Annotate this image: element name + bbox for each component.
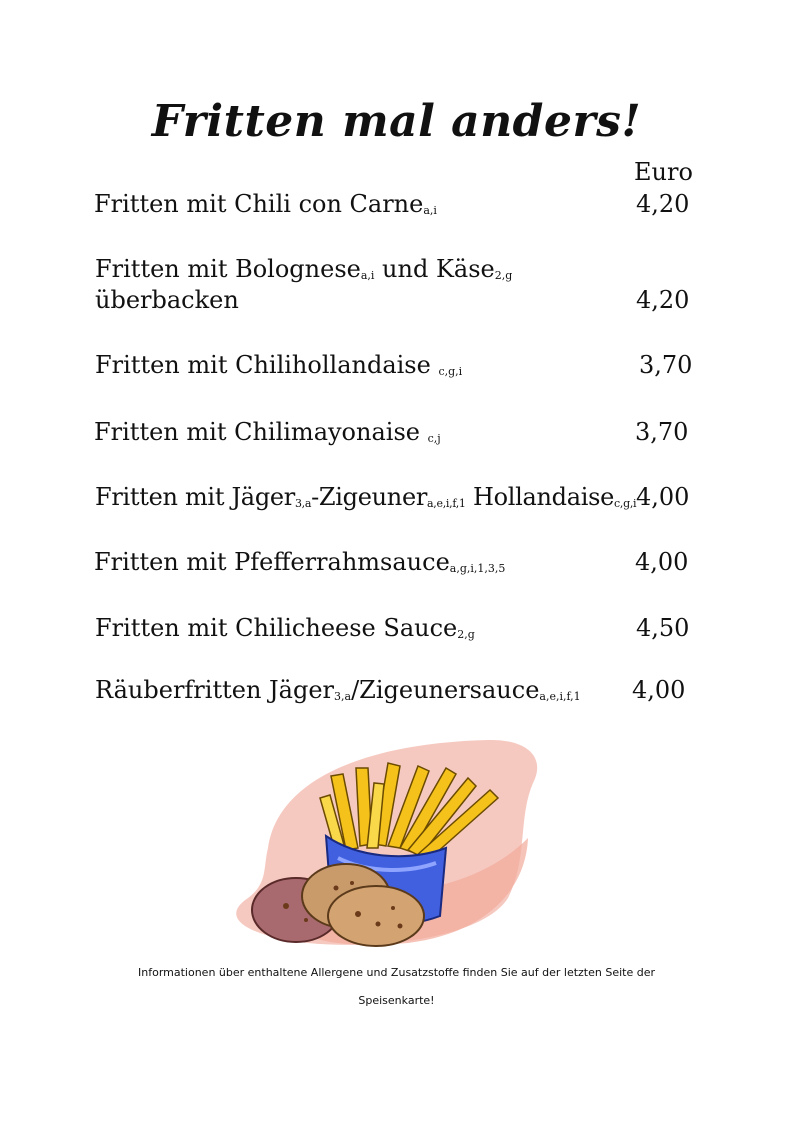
- menu-item-name-continued: überbacken: [95, 286, 239, 314]
- menu-item-price: 4,20: [636, 286, 690, 314]
- menu-item-price: 3,70: [635, 418, 689, 446]
- menu-item-name: Fritten mit Chilihollandaise c,g,i: [95, 351, 463, 379]
- menu-item-name: Fritten mit Pfefferrahmsaucea,g,i,1,3,5: [94, 548, 506, 576]
- allergen-codes: 2,g: [494, 269, 513, 282]
- allergen-codes: 3,a: [334, 690, 352, 703]
- menu-item-price: 4,00: [636, 483, 690, 511]
- currency-label: Euro: [634, 158, 693, 186]
- allergen-notice-continued: Speisenkarte!: [358, 994, 435, 1007]
- menu-item-name: Fritten mit Jäger3,a-Zigeunera,e,i,f,1 Hollandaisec,g,i: [95, 483, 637, 511]
- menu-item-price: 4,00: [635, 548, 689, 576]
- allergen-codes: c,g,i: [438, 365, 463, 378]
- menu-item-name: Fritten mit Chilicheese Sauce2,g: [95, 614, 475, 642]
- allergen-codes: c,g,i: [614, 497, 637, 510]
- allergen-codes: a,e,i,f,1: [539, 690, 581, 703]
- menu-item-name: Fritten mit Chilimayonaise c,j: [94, 418, 441, 446]
- menu-item-name: Räuberfritten Jäger3,a/Zigeunersaucea,e,i,f,1: [95, 676, 581, 704]
- menu-item-name: Fritten mit Chili con Carnea,i: [94, 190, 437, 218]
- allergen-codes: a,g,i,1,3,5: [449, 562, 506, 575]
- menu-item-price: 4,00: [632, 676, 686, 704]
- allergen-codes: 2,g: [457, 628, 475, 641]
- allergen-codes: a,e,i,f,1: [427, 497, 466, 510]
- menu-item-name: Fritten mit Bolognesea,i und Käse2,g: [95, 255, 513, 283]
- menu-item-price: 4,50: [636, 614, 690, 642]
- allergen-codes: 3,a: [294, 497, 312, 510]
- menu-item-price: 4,20: [636, 190, 690, 218]
- allergen-codes: a,i: [423, 204, 437, 217]
- allergen-codes: c,j: [427, 432, 441, 445]
- menu-item-price: 3,70: [639, 351, 693, 379]
- allergen-notice: Informationen über enthaltene Allergene und Zusatzstoffe finden Sie auf der letzten Seite der: [138, 966, 655, 979]
- fries-and-potatoes-icon: [228, 738, 558, 950]
- page-title: Fritten mal anders!: [151, 96, 642, 147]
- allergen-codes: a,i: [360, 269, 375, 282]
